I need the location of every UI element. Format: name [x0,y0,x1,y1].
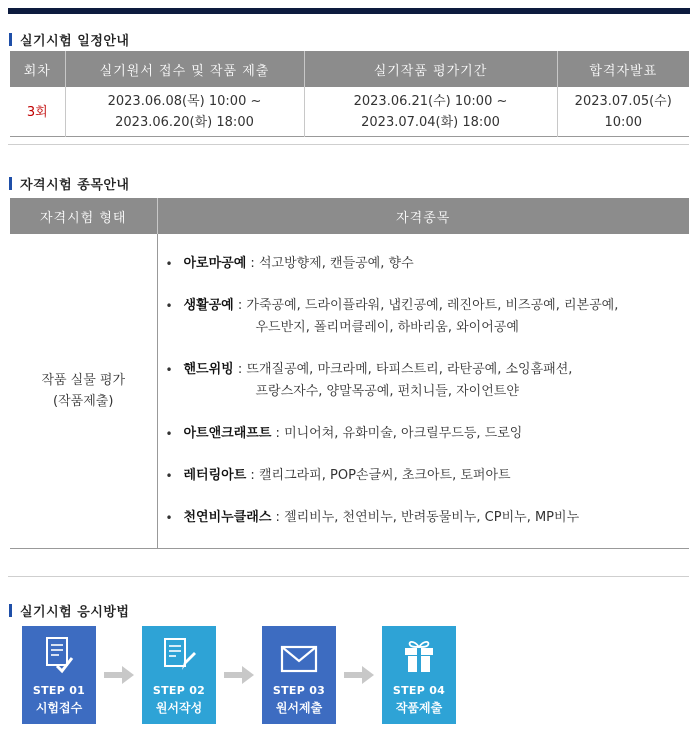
section-divider [8,576,689,577]
list-item [158,507,690,529]
title-marker [9,177,12,190]
types-header-row [10,198,689,234]
types-section-title [9,174,130,193]
subject-details: 미니어쳐, 유화미술, 아크릴무드등, 드로잉 [284,426,523,441]
list-item [158,253,690,275]
types-title-text: 자격시험 종목안내 [20,178,130,193]
subject-name: 아트앤크래프트 [183,426,272,441]
subject-separator: : [246,468,259,483]
submission-start: 2023.06.08(목) 10:00 ~ [107,94,262,110]
header-subjects: 자격종목 [157,198,689,234]
step-01-card [22,626,96,724]
step-number: STEP 02 [152,684,206,697]
subject-separator: : [271,426,285,441]
section-divider [8,144,689,145]
subject-details: 뜨개질공예, 마크라메, 타피스트리, 라탄공예, 소잉홈패션, [246,362,573,377]
result-date-cell [557,87,689,136]
subject-separator: : [271,510,285,525]
header-evaluation: 실기작품 평가기간 [304,51,557,87]
arrow-right-icon [96,666,142,684]
table-row [10,87,689,136]
subject-details: 캘리그라피, POP손글씨, 초크아트, 토퍼아트 [258,468,511,483]
exam-type-line1: 작품 실물 평가 [41,372,126,388]
step-name: 원서작성 [155,701,203,715]
subject-details: 가죽공예, 드라이플라워, 냅킨공예, 레진아트, 비즈공예, 리본공예, [246,298,619,313]
submission-end: 2023.06.20(화) 18:00 [115,115,254,131]
method-section-title [9,601,130,620]
subject-details-cont: 우드반지, 폴리머클레이, 하바리움, 와이어공예 [255,320,519,335]
method-title-text: 실기시험 응시방법 [20,605,130,620]
list-item [158,359,690,403]
envelope-icon [280,626,318,678]
step-04-card [382,626,456,724]
result-date: 2023.07.05(수) [574,94,672,110]
list-item [158,295,690,339]
bullet-icon: • [165,363,173,377]
types-table [10,198,689,549]
result-time: 10:00 [604,115,642,131]
exam-type-line2: (작품제출) [53,393,114,409]
step-name: 원서제출 [275,701,323,715]
bullet-icon: • [165,427,173,441]
step-number: STEP 03 [272,684,326,697]
schedule-table [10,51,689,137]
subject-details: 젤리비누, 천연비누, 반려동물비누, CP비누, MP비누 [284,510,580,525]
bullet-icon: • [165,469,173,483]
document-check-icon [44,626,74,678]
header-round: 회차 [10,51,65,87]
step-03-card [262,626,336,724]
title-marker [9,604,12,617]
submission-period-cell [65,87,304,136]
list-item [158,423,690,445]
subject-name: 아로마공예 [183,256,247,271]
subject-separator: : [246,256,259,271]
top-bar [8,8,690,14]
table-row [10,234,689,548]
schedule-section-title [9,30,130,49]
subject-name: 핸드위빙 [183,362,234,377]
subjects-cell [157,234,689,548]
subject-details: 석고방향제, 캔들공예, 향수 [258,256,414,271]
header-submission: 실기원서 접수 및 작품 제출 [65,51,304,87]
bullet-icon: • [165,299,173,313]
exam-type-cell [10,234,157,548]
subject-separator: : [233,362,247,377]
bullet-icon: • [165,511,173,525]
subject-name: 레터링아트 [183,468,247,483]
schedule-header-row [10,51,689,87]
header-result: 합격자발표 [557,51,689,87]
header-exam-type: 자격시험 형태 [10,198,157,234]
title-marker [9,33,12,46]
schedule-title-text: 실기시험 일정안내 [20,34,130,49]
subject-separator: : [233,298,247,313]
step-02-card [142,626,216,724]
steps-flow [22,626,456,724]
round-cell: 3회 [10,87,65,136]
evaluation-start: 2023.06.21(수) 10:00 ~ [353,94,508,110]
list-item [158,465,690,487]
subject-name: 천연비누클래스 [183,510,272,525]
document-pen-icon [162,626,196,678]
arrow-right-icon [336,666,382,684]
gift-icon [402,626,436,678]
step-name: 시험접수 [35,701,83,715]
arrow-right-icon [216,666,262,684]
subject-details-cont: 프랑스자수, 양말목공예, 펀치니들, 자이언트얀 [255,384,519,399]
evaluation-end: 2023.07.04(화) 18:00 [361,115,500,131]
step-number: STEP 01 [32,684,86,697]
step-name: 작품제출 [395,701,443,715]
subject-name: 생활공예 [183,298,234,313]
evaluation-period-cell [304,87,557,136]
bullet-icon: • [165,257,173,271]
step-number: STEP 04 [392,684,446,697]
